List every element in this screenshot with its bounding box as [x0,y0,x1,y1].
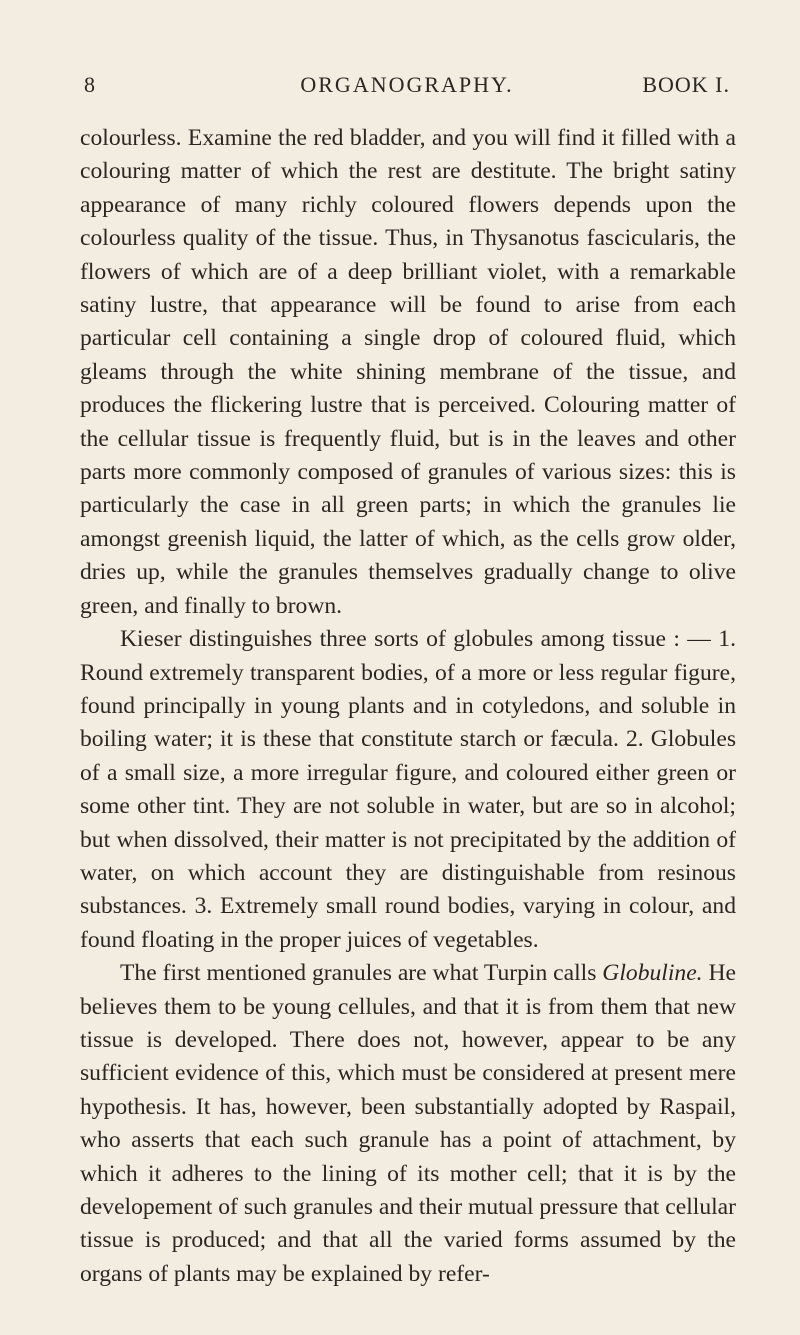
section-label: BOOK I. [642,72,730,97]
paragraph-text: colourless. Examine the red bladder, and you will find it filled with a colouring matter of which the rest are destitute. The bright satiny appearance of many richly coloured flowers depends upon the colourless quality of the tissue. Thus, in Thysanotus fascicularis, the flowers of which are of a deep brilliant violet, with a remarkable satiny lustre, that appearance will be found to arise from each particular cell containing a single drop of coloured fluid, which gleams through the white shining membrane of the tissue, and produces the flickering lustre that is perceived. Colouring matter of the cellular tissue is frequently fluid, but is in the leaves and other parts more commonly composed of granules of various sizes: this is particularly the case in all green parts; in which the granules lie amongst greenish liquid, the latter of which, as the cells grow older, dries up, while the granules themselves gradually change to olive green, and finally to brown. [80,125,736,619]
running-title: ORGANOGRAPHY. [300,72,514,97]
paragraph [80,623,736,957]
running-head [84,72,730,106]
paragraph-text: Kieser distinguishes three sorts of globules among tissue : — 1. Round extremely transparent bodies, of a more or less regular figure, found principally in young plants and in cotyledons, and soluble in boiling water; it is these that constitute starch or fæcula. 2. Globules of a small size, a more irregular figure, and coloured either green or some other tint. They are not soluble in water, but are so in alcohol; but when dissolved, their matter is not precipitated by the addition of water, on which account they are distinguishable from resinous substances. 3. Extremely small round bodies, varying in colour, and found floating in the proper juices of vegetables. [80,626,736,953]
italic-term: Globuline. [602,960,703,987]
paragraph [80,957,736,1291]
paragraph-text: He believes them to be young cellules, and that it is from them that new tissue is developed. There does not, however, appear to be any sufficient evidence of this, which must be considered at present mere hypothesis. It has, however, been substantially adopted by Raspail, who asserts that each such granule has a point of attachment, by which it adheres to the lining of its mother cell; that it is by the developement of such granules and their mutual pressure that cellular tissue is produced; and that all the varied forms assumed by the organs of plants may be explained by refer- [80,960,736,1287]
body-text [80,122,736,1291]
paragraph [80,122,736,623]
paragraph-text: The first mentioned granules are what Turpin calls [120,960,603,987]
page-number: 8 [84,72,96,97]
